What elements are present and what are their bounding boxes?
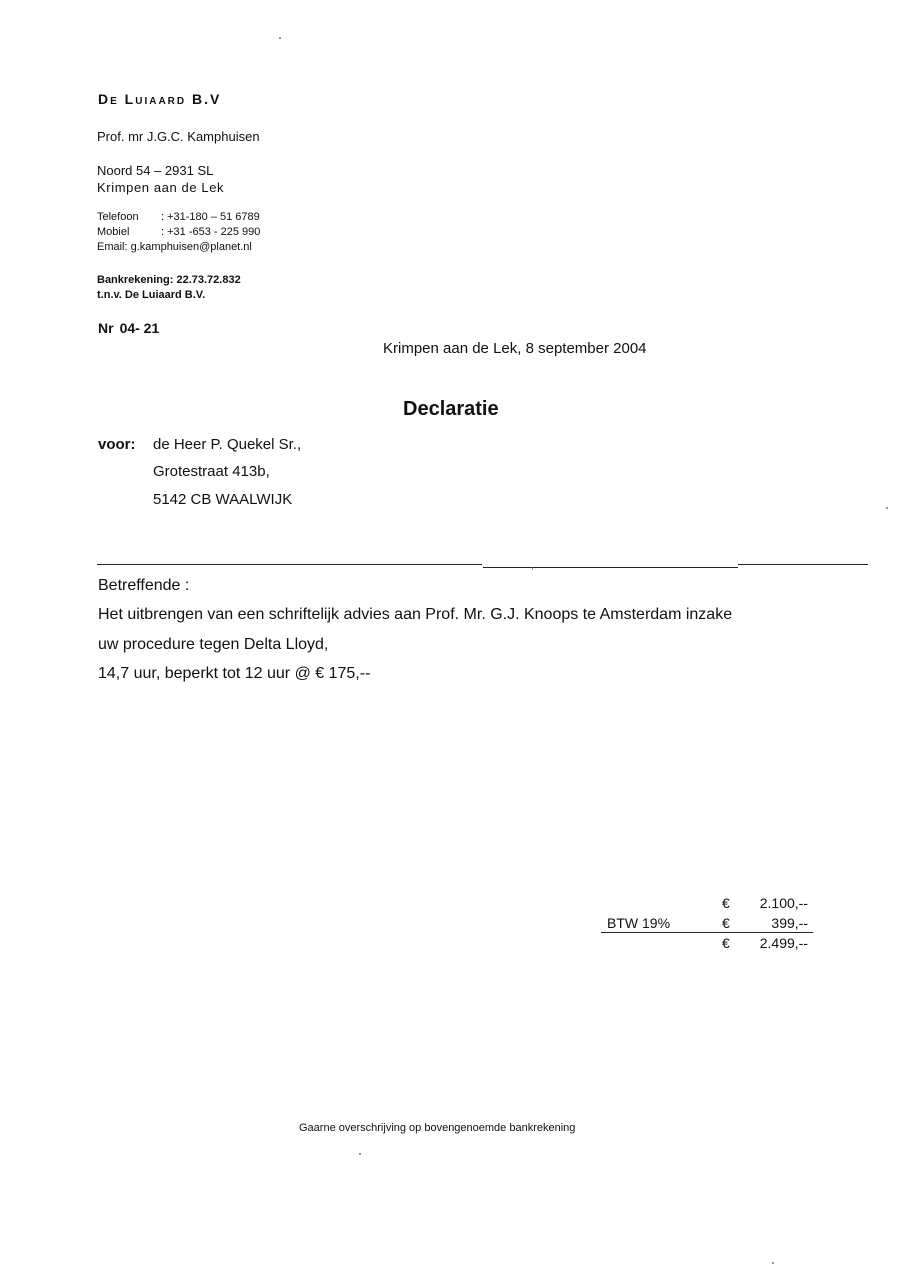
subject-label: Betreffende : bbox=[98, 577, 190, 594]
vat-currency: € bbox=[722, 915, 730, 931]
sender-name: Prof. mr J.G.C. Kamphuisen bbox=[97, 129, 260, 144]
body-line-3: 14,7 uur, beperkt tot 12 uur @ € 175,-- bbox=[98, 665, 371, 682]
date-line: Krimpen aan de Lek, 8 september 2004 bbox=[383, 340, 647, 357]
phone-line bbox=[97, 211, 260, 223]
recipient-name: de Heer P. Quekel Sr., bbox=[153, 436, 302, 453]
email-line: Email: g.kamphuisen@planet.nl bbox=[97, 241, 252, 253]
vat-amount: 399,-- bbox=[771, 915, 808, 931]
subtotal-currency: € bbox=[722, 895, 730, 911]
phone-label: Telefoon bbox=[97, 211, 139, 223]
scan-speck bbox=[532, 567, 533, 570]
total-amount: 2.499,-- bbox=[759, 935, 808, 951]
divider-middle bbox=[483, 567, 738, 568]
scan-speck bbox=[772, 1262, 774, 1264]
invoice-number bbox=[98, 320, 159, 336]
body-line-2: uw procedure tegen Delta Lloyd, bbox=[98, 636, 329, 653]
payment-note: Gaarne overschrijving op bovengenoemde bankrekening bbox=[299, 1122, 576, 1134]
bank-holder: t.n.v. De Luiaard B.V. bbox=[97, 289, 206, 301]
sender-street: Noord 54 – 2931 SL bbox=[97, 163, 214, 178]
total-currency: € bbox=[722, 935, 730, 951]
scan-speck bbox=[886, 507, 888, 509]
total-rule bbox=[601, 932, 813, 933]
recipient-street: Grotestraat 413b, bbox=[153, 463, 270, 480]
subtotal-amount: 2.100,-- bbox=[759, 895, 808, 911]
bank-account: Bankrekening: 22.73.72.832 bbox=[97, 274, 241, 286]
recipient-label: voor: bbox=[98, 436, 136, 453]
mobile-line bbox=[97, 226, 260, 238]
sender-city: Krimpen aan de Lek bbox=[97, 180, 225, 195]
vat-label: BTW 19% bbox=[607, 915, 671, 931]
mobile-value: : +31 -653 - 225 990 bbox=[161, 226, 261, 238]
recipient-city: 5142 CB WAALWIJK bbox=[153, 491, 293, 508]
document-title: Declaratie bbox=[403, 398, 499, 420]
phone-value: : +31-180 – 51 6789 bbox=[161, 211, 260, 223]
scan-speck bbox=[279, 37, 281, 39]
divider-left bbox=[97, 564, 482, 565]
mobile-label: Mobiel bbox=[97, 226, 130, 238]
divider-right bbox=[738, 564, 868, 565]
scan-speck bbox=[359, 1153, 361, 1155]
company-name: De Luiaard B.V bbox=[98, 91, 222, 107]
body-line-1: Het uitbrengen van een schriftelijk advies aan Prof. Mr. G.J. Knoops te Amsterdam inzake bbox=[98, 606, 733, 623]
invoice-number-value: 04- 21 bbox=[119, 320, 160, 336]
invoice-number-label: Nr bbox=[98, 320, 114, 336]
